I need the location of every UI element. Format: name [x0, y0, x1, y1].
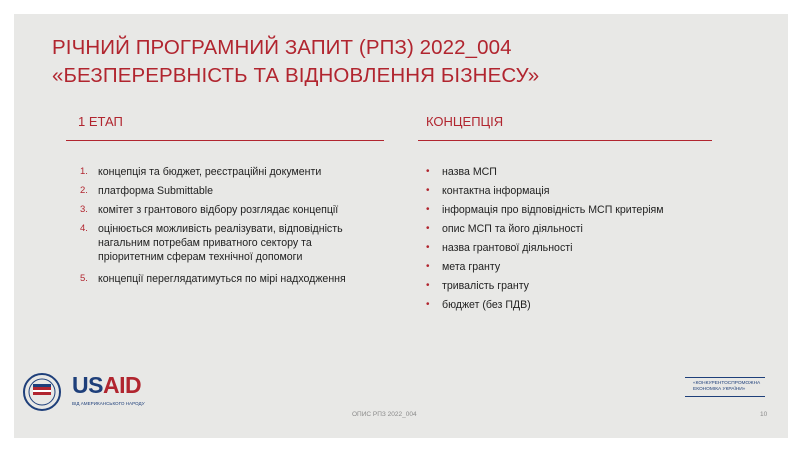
partner-logo-line-2: ЕКОНОМІКА УКРАЇНИ»	[693, 387, 746, 392]
bullet-icon: •	[426, 166, 430, 177]
partner-logo-bottom-rule	[685, 396, 765, 397]
bullet-icon: •	[426, 261, 430, 272]
concept-item-text: назва МСП	[442, 166, 497, 178]
left-column-heading: 1 ЕТАП	[78, 114, 123, 129]
concept-item-text: контактна інформація	[442, 185, 550, 197]
concept-item	[424, 279, 724, 293]
partner-logo-line-1: «КОНКУРЕНТОСПРОМОЖНА	[693, 381, 761, 386]
usaid-logo	[20, 372, 150, 412]
usaid-wordmark-aid: AID	[102, 372, 142, 398]
partner-logo	[685, 377, 765, 397]
concept-item-text: опис МСП та його діяльності	[442, 223, 583, 235]
step-text: оцінюється можливість реалізувати, відповідність нагальним потребам приватного сектору та пріоритетним сферам технічної допомоги	[98, 223, 343, 263]
concept-item	[424, 165, 724, 179]
concept-item-text: інформація про відповідність МСП критеріям	[442, 204, 664, 216]
title-line-2: «БЕЗПЕРЕРВНІСТЬ ТА ВІДНОВЛЕННЯ БІЗНЕСУ»	[52, 64, 540, 87]
concept-item	[424, 184, 724, 198]
concept-items-list	[424, 165, 724, 317]
concept-item	[424, 298, 724, 312]
slide-title	[52, 34, 752, 90]
bullet-icon: •	[426, 185, 430, 196]
stage-step-item	[80, 184, 390, 198]
concept-item-text: мета гранту	[442, 261, 501, 273]
bullet-icon: •	[426, 299, 430, 310]
bullet-icon: •	[426, 223, 430, 234]
step-number: 5.	[80, 273, 88, 284]
title-line-1: РІЧНИЙ ПРОГРАМНИЙ ЗАПИТ (РПЗ) 2022_004	[52, 36, 512, 59]
stage-step-item	[80, 272, 390, 286]
right-column-divider	[418, 140, 712, 141]
step-text: концепція та бюджет, реєстраційні документи	[98, 166, 322, 178]
step-number: 1.	[80, 166, 88, 177]
usaid-wordmark	[72, 372, 141, 399]
step-text: концепції переглядатимуться по мірі надходження	[98, 273, 346, 285]
usaid-subtitle: ВІД АМЕРИКАНСЬКОГО НАРОДУ	[72, 401, 145, 406]
concept-item-text: назва грантової діяльності	[442, 242, 573, 254]
bullet-icon: •	[426, 204, 430, 215]
left-column-divider	[66, 140, 384, 141]
usaid-wordmark-us: US	[72, 372, 103, 398]
step-number: 2.	[80, 185, 88, 196]
concept-item-text: тривалість гранту	[442, 280, 529, 292]
footer-caption: ОПИС РПЗ 2022_004	[352, 411, 417, 418]
page-number: 10	[760, 411, 768, 418]
concept-item-text: бюджет (без ПДВ)	[442, 299, 531, 311]
usaid-seal-icon	[20, 372, 68, 412]
step-text: платформа Submittable	[98, 185, 213, 197]
stage-steps-list	[80, 165, 390, 291]
concept-item	[424, 241, 724, 255]
bullet-icon: •	[426, 242, 430, 253]
concept-item	[424, 203, 724, 217]
stage-step-item	[80, 203, 390, 217]
concept-item	[424, 222, 724, 236]
step-number: 4.	[80, 223, 88, 234]
concept-item	[424, 260, 724, 274]
step-number: 3.	[80, 204, 88, 215]
right-column-heading: КОНЦЕПЦІЯ	[426, 114, 504, 129]
bullet-icon: •	[426, 280, 430, 291]
stage-step-item	[80, 222, 390, 264]
step-text: комітет з грантового відбору розглядає концепції	[98, 204, 339, 216]
stage-step-item	[80, 165, 390, 179]
